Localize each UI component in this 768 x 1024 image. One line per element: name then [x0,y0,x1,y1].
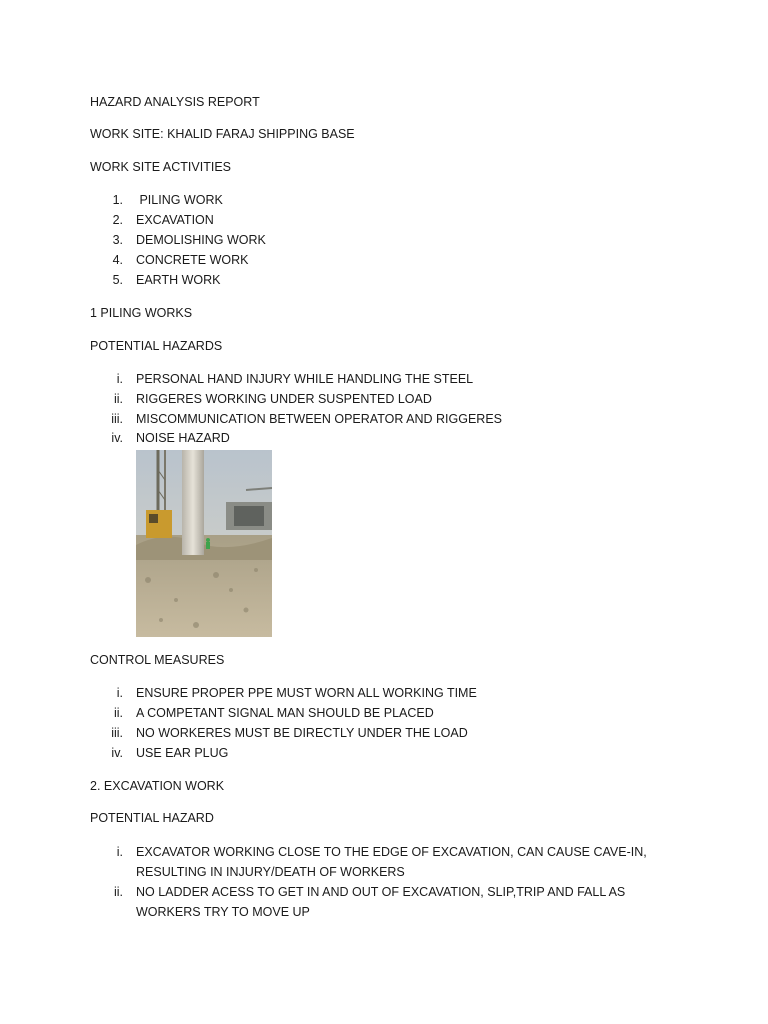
list-text: PERSONAL HAND INJURY WHILE HANDLING THE STEEL [136,372,474,386]
work-site-line: WORK SITE: KHALID FARAJ SHIPPING BASE [90,127,355,141]
list-number: 4. [112,253,123,267]
list-text: EXCAVATOR WORKING CLOSE TO THE EDGE OF EXCAVATION, CAN CAUSE CAVE-IN, RESULTING IN INJURY/DEATH OF WORKERS [136,845,647,879]
piling-site-photo [136,450,272,637]
list-text: NO LADDER ACESS TO GET IN AND OUT OF EXCAVATION, SLIP,TRIP AND FALL AS WORKERS TRY TO MOVE UP [136,885,626,919]
list-text: USE EAR PLUG [136,746,229,760]
list-number: i. [116,845,123,859]
hazard-heading: POTENTIAL HAZARD [90,811,214,825]
list-text: NO WORKERES MUST BE DIRECTLY UNDER THE LOAD [136,726,468,740]
list-number: 5. [112,273,123,287]
list-number: iii. [111,412,123,426]
list-text: PILING WORK [136,193,223,207]
list-number: 3. [112,233,123,247]
hazards-heading: POTENTIAL HAZARDS [90,339,223,353]
list-text: NOISE HAZARD [136,431,230,445]
control-measures-heading: CONTROL MEASURES [90,653,225,667]
section-heading-excavation: 2. EXCAVATION WORK [90,779,225,793]
list-text: CONCRETE WORK [136,253,249,267]
list-number: 2. [112,213,123,227]
list-text: EXCAVATION [136,213,214,227]
list-number: 1. [112,193,123,207]
report-title: HAZARD ANALYSIS REPORT [90,95,260,109]
list-number: i. [116,372,123,386]
list-number: ii. [113,392,123,406]
list-text: MISCOMMUNICATION BETWEEN OPERATOR AND RIGGERES [136,412,503,426]
activities-heading: WORK SITE ACTIVITIES [90,160,231,174]
list-text: EARTH WORK [136,273,221,287]
list-text: DEMOLISHING WORK [136,233,266,247]
list-number: ii. [113,706,123,720]
list-text: RIGGERES WORKING UNDER SUSPENTED LOAD [136,392,432,406]
list-number: i. [116,686,123,700]
list-number: ii. [113,885,123,899]
section-heading-piling: 1 PILING WORKS [90,306,193,320]
list-number: iv. [111,746,123,760]
list-text: ENSURE PROPER PPE MUST WORN ALL WORKING TIME [136,686,477,700]
list-number: iii. [111,726,123,740]
list-number: iv. [111,431,123,445]
list-text: A COMPETANT SIGNAL MAN SHOULD BE PLACED [136,706,434,720]
